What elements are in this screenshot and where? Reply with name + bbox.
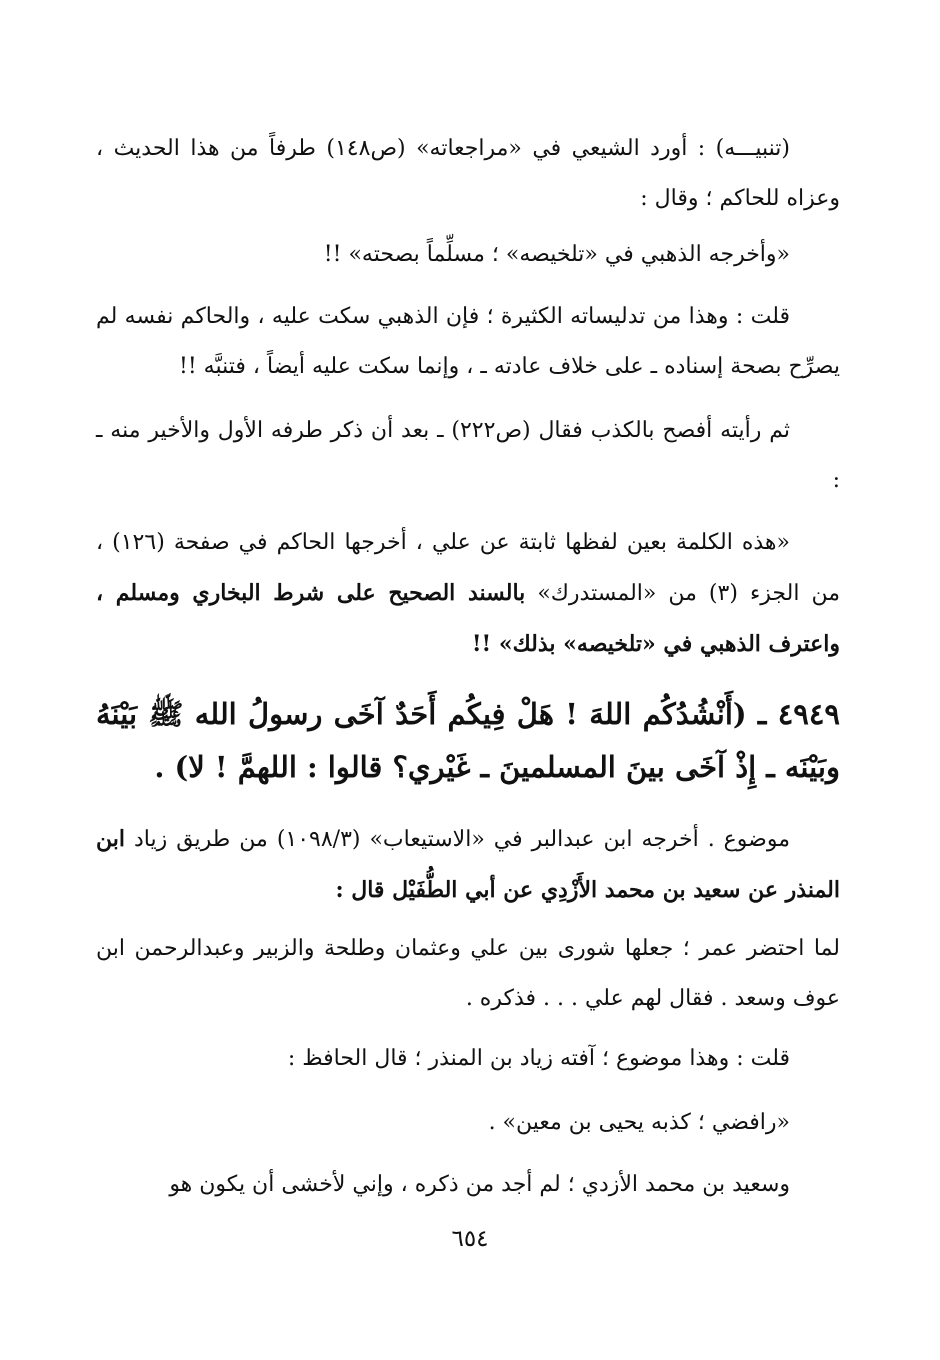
- quoted-claim-text: «وأخرجه الذهبي في «تلخيصه» ؛ مسلِّماً بصحته» !!: [323, 242, 790, 267]
- chain-text: ابن المنذر عن سعيد بن محمد الأَزْدِي عن أبي الطُّفَيْل قال :: [96, 826, 840, 903]
- author-comment-text: قلت : وهذا من تدليساته الكثيرة ؛ فإن الذهبي سكت عليه ، والحاكم نفسه لم يصرِّح بصحة إسناده ـ على خلاف عادته ـ ، وإنما سكت عليه أيضاً ، فتنبَّه !!: [96, 304, 840, 379]
- closing-paragraph: [96, 1160, 840, 1210]
- later-remark: [96, 406, 840, 506]
- grading-text: موضوع . أخرجه ابن عبدالبر في «الاستيعاب» (١٠٩٨/٣) من طريق زياد: [124, 827, 791, 852]
- narration-paragraph: [96, 924, 840, 1024]
- later-remark-text: ثم رأيته أفصح بالكذب فقال (ص٢٢٢) ـ بعد أن ذكر طرفه الأول والأخير منه ـ :: [96, 418, 840, 493]
- hafiz-quote: [96, 1098, 840, 1148]
- quoted-passage-text: «هذه الكلمة بعين لفظها ثابتة عن علي ، أخرجها الحاكم في صفحة (١٢٦) ، من الجزء (٣) من «المستدرك»: [96, 530, 840, 606]
- note-paragraph: [96, 124, 840, 224]
- quoted-passage: [96, 518, 840, 670]
- hafiz-quote-text: «رافضي ؛ كذبه يحيى بن معين» .: [488, 1110, 790, 1135]
- quoted-passage-bold-text: بالسند الصحيح على شرط البخاري ومسلم ، واعترف الذهبي في «تلخيصه» بذلك» !!: [96, 580, 840, 657]
- grading-paragraph: [96, 814, 840, 916]
- author-comment: [96, 292, 840, 392]
- hadith-entry: [96, 688, 840, 794]
- hadith-text: ٤٩٤٩ ـ (أَنْشُدُكُم اللهَ ! هَلْ فِيكُم أَحَدٌ آخَى رسولُ الله ﷺ بَيْنَهُ وبَيْنَه ـ إِذْ آخَى بينَ المسلمينَ ـ غَيْري؟ قالوا : اللهمَّ ! لا) .: [96, 697, 840, 784]
- verdict-text: قلت : وهذا موضوع ؛ آفته زياد بن المنذر ؛ قال الحافظ :: [287, 1046, 790, 1071]
- page-number: ٦٥٤: [451, 1226, 489, 1252]
- quoted-claim: [96, 230, 840, 280]
- narration-text: لما احتضر عمر ؛ جعلها شورى بين علي وعثمان وطلحة والزبير وعبدالرحمن ابن عوف وسعد . فقال لهم علي . . . فذكره .: [96, 936, 840, 1011]
- note-text: (تنبيـــه) : أورد الشيعي في «مراجعاته» (ص١٤٨) طرفاً من هذا الحديث ، وعزاه للحاكم ؛ وقال :: [96, 136, 840, 211]
- closing-text: وسعيد بن محمد الأزدي ؛ لم أجد من ذكره ، وإني لأخشى أن يكون هو: [169, 1172, 790, 1197]
- verdict-paragraph: [96, 1034, 840, 1084]
